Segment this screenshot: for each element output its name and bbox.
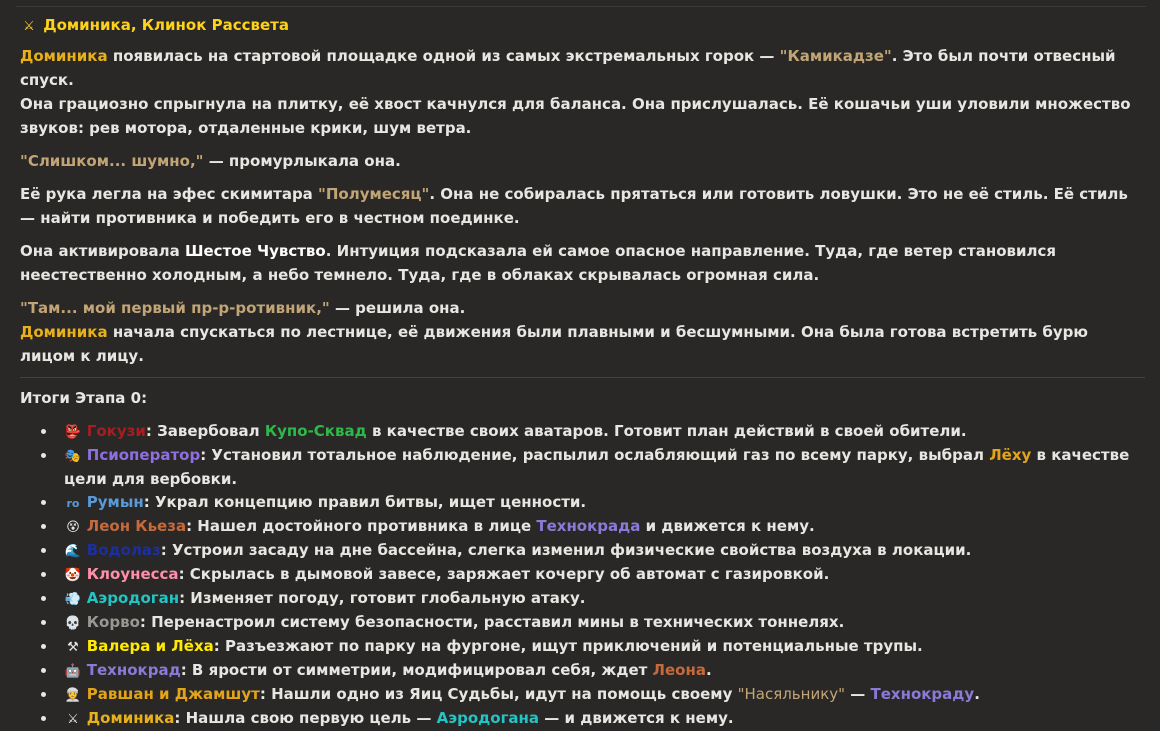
dizzy-face-icon: 😵 [66, 520, 80, 535]
story-paragraph-2: Она грациозно спрыгнула на плитку, её хвост качнулся для баланса. Она прислушалась. Её кошачьи уши уловили множество звуков: рев мотора, отдаленные крики, шум ветра. [20, 95, 1131, 137]
clown-icon: 🤡 [64, 568, 82, 583]
character-name: Доминика [20, 323, 108, 341]
list-item: 🌊 Водолаз: Устроил засаду на дне бассейна, слегка изменил физические свойства воздуха в локации. [64, 539, 1145, 563]
dialogue-quote: "Слишком... шумно," [20, 152, 204, 170]
ro-badge-icon: ro [66, 497, 80, 510]
skull-icon: 💀 [64, 616, 82, 631]
ride-name: "Камикадзе" [779, 47, 892, 65]
character-name: Аэродоган [86, 589, 180, 607]
list-item: 👳 Равшан и Джамшут: Нашли одно из Яиц Судьбы, идут на помощь своему "Насяльнику" — Технокраду. [64, 683, 1145, 707]
target-name: Аэродогана [436, 709, 540, 727]
character-name: Корво [86, 613, 140, 631]
target-name: Технокрада [536, 517, 641, 535]
sword-name: "Полумесяц" [318, 185, 430, 203]
skill-name: Шестое Чувство [184, 242, 326, 260]
character-name: Валера и Лёха [86, 637, 214, 655]
chapter-title: ⚔ Доминика, Клинок Рассвета [20, 14, 1145, 38]
character-name: Водолаз [86, 541, 161, 559]
story-paragraph-1: Доминика появилась на стартовой площадке одной из самых экстремальных горок — "Камикадзе". Это был почти отвесный спуск. [20, 47, 1116, 89]
masks-icon: 🎭 [64, 449, 82, 464]
story-paragraph-5: Она активировала Шестое Чувство. Интуиция подсказала ей самое опасное направление. Туда, где ветер становился неестественно холодным, а небо темнело. Туда, где в облаках скрывалась огромная сила. [20, 242, 1057, 284]
story-paragraph-6: "Там... мой первый пр-р-ротивник," — решила она. [20, 299, 466, 317]
turban-icon: 👳 [64, 688, 82, 703]
character-name: Клоунесса [86, 565, 179, 583]
summary-list [20, 420, 1145, 731]
target-name: "Насяльнику" [737, 685, 846, 703]
list-item: 🤖 Технокрад: В ярости от симметрии, модифицировал себя, ждет Леона. [64, 659, 1145, 683]
summary-title: Итоги Этапа 0: [20, 389, 148, 407]
story-paragraph-7: Доминика начала спускаться по лестнице, её движения были плавными и бесшумными. Она была готова встретить бурю лицом к лицу. [20, 323, 1088, 365]
goblin-icon: 👺 [64, 425, 82, 440]
story-paragraph-4: Её рука легла на эфес скимитара "Полумесяц". Она не собиралась прятаться или готовить ловушки. Это не её стиль. Её стиль — найти противника и победить его в честном поединке. [20, 185, 1128, 227]
list-item: 💨 Аэродоган: Изменяет погоду, готовит глобальную атаку. [64, 587, 1145, 611]
target-name: Лёху [989, 446, 1032, 464]
character-name: Технокрад [86, 661, 181, 679]
character-name: Доминика [86, 709, 175, 727]
section-divider [20, 377, 1145, 378]
list-item: 💀 Корво: Перенастроил систему безопасности, расставил мины в технических тоннелях. [64, 611, 1145, 635]
crossed-swords-icon: ⚔ [67, 712, 79, 727]
wind-icon: 💨 [64, 592, 82, 607]
wave-icon: 🌊 [64, 544, 82, 559]
character-name: Гокузи [86, 422, 146, 440]
crossed-swords-icon: ⚔ [23, 19, 35, 34]
character-name: Румын [86, 493, 144, 511]
character-name: Леон Кьеза [86, 517, 187, 535]
robot-mask-icon: 🤖 [64, 664, 82, 679]
list-item: 🤡 Клоунесса: Скрылась в дымовой завесе, заряжает кочергу об автомат с газировкой. [64, 563, 1145, 587]
list-item: ⚒ Валера и Лёха: Разъезжают по парку на фургоне, ищут приключений и потенциальные трупы. [64, 635, 1145, 659]
message-body [20, 14, 1145, 731]
list-item: ro Румын: Украл концепцию правил битвы, ищет ценности. [64, 491, 1145, 515]
story-paragraph-3: "Слишком... шумно," — промурлыкала она. [20, 152, 401, 170]
hammer-pick-icon: ⚒ [67, 640, 79, 655]
character-name: Псиоператор [86, 446, 201, 464]
list-item: 😵 Леон Кьеза: Нашел достойного противника в лице Технокрада и движется к нему. [64, 515, 1145, 539]
top-divider [16, 6, 1146, 7]
list-item: 🎭 Псиоператор: Установил тотальное наблюдение, распылил ослабляющий газ по всему парку, выбрал Лёху в качестве цели для вербовки. [64, 444, 1145, 491]
list-item: ⚔ Доминика: Нашла свою первую цель — Аэродогана — и движется к нему. [64, 707, 1145, 731]
character-name: Равшан и Джамшут [86, 685, 260, 703]
list-item: 👺 Гокузи: Завербовал Купо-Сквад в качестве своих аватаров. Готовит план действий в своей обители. [64, 420, 1145, 444]
character-name: Доминика [20, 47, 108, 65]
target-name: Технокраду [870, 685, 975, 703]
target-name: Купо-Сквад [264, 422, 367, 440]
dialogue-quote: "Там... мой первый пр-р-ротивник," [20, 299, 330, 317]
target-name: Леона [652, 661, 706, 679]
